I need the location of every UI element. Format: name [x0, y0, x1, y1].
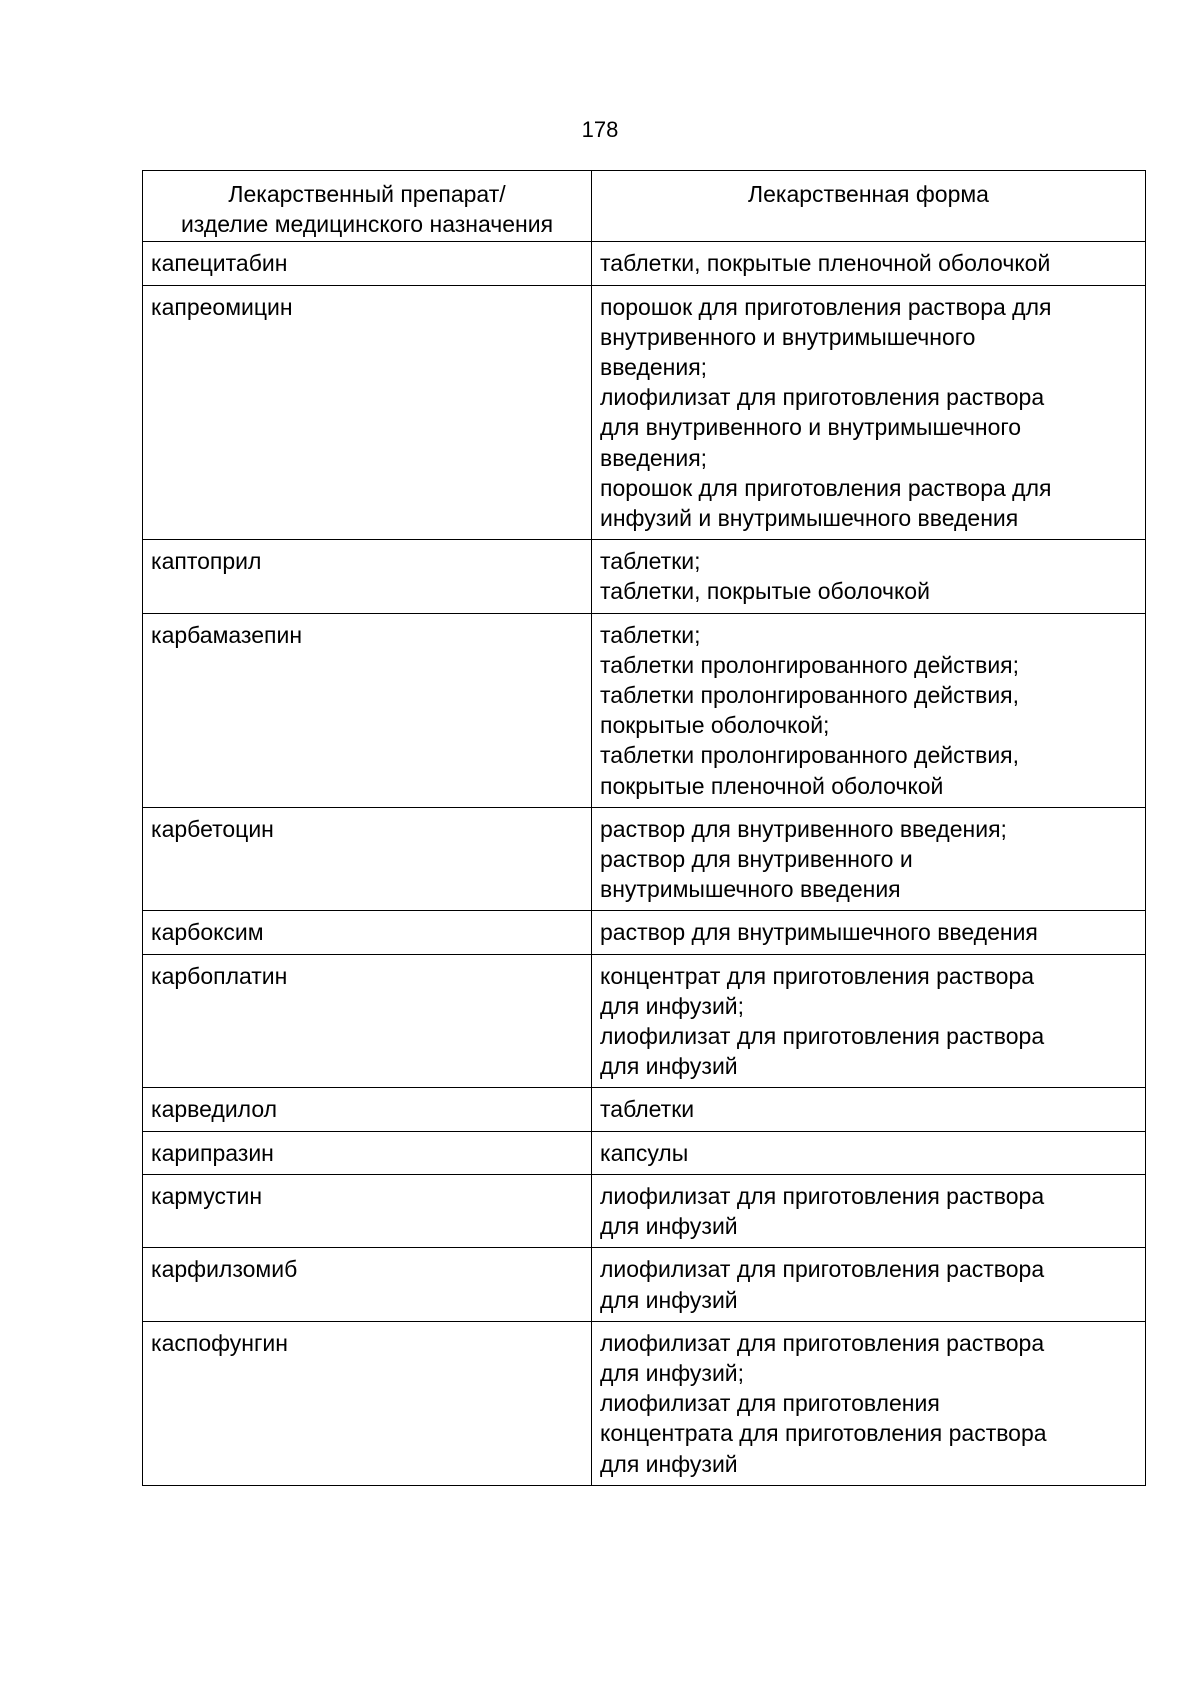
drug-name-cell [143, 1174, 592, 1247]
drug-name-cell [143, 613, 592, 807]
dosage-form-line: лиофилизат для приготовления раствора [600, 384, 1045, 411]
dosage-form-line: таблетки пролонгированного действия, [600, 682, 1020, 709]
table-row [143, 807, 1146, 911]
dosage-form-line: лиофилизат для приготовления раствора [600, 1256, 1045, 1283]
dosage-form-line: для внутривенного и внутримышечного [600, 414, 1022, 441]
drug-name: каптоприл [151, 548, 262, 575]
dosage-form-line: внутримышечного введения [600, 876, 901, 903]
table-row [143, 911, 1146, 954]
dosage-form-line: раствор для внутривенного введения; [600, 815, 1007, 842]
dosage-form-line: таблетки пролонгированного действия, [600, 742, 1020, 769]
dosage-form-cell [592, 911, 1146, 954]
dosage-form-line: для инфузий [600, 1053, 738, 1080]
dosage-form-line: введения; [600, 444, 708, 471]
drug-name-cell [143, 954, 592, 1088]
dosage-form-line: покрытые пленочной оболочкой [600, 772, 944, 799]
dosage-form-line: лиофилизат для приготовления [600, 1390, 940, 1417]
drug-name: каспофунгин [151, 1329, 288, 1356]
dosage-form-line: порошок для приготовления раствора для [600, 293, 1052, 320]
dosage-form-cell [592, 1131, 1146, 1174]
dosage-form-line: капсулы [600, 1139, 689, 1166]
dosage-form-cell [592, 1174, 1146, 1247]
dosage-form-cell [592, 1248, 1146, 1321]
dosage-form-line: таблетки; [600, 621, 701, 648]
table-row [143, 613, 1146, 807]
dosage-form-line: инфузий и внутримышечного введения [600, 505, 1019, 532]
drug-name: карбамазепин [151, 621, 303, 648]
dosage-form-line: введения; [600, 354, 708, 381]
header-form [592, 171, 1146, 242]
drug-name-cell [143, 1321, 592, 1485]
drug-name-cell [143, 242, 592, 285]
table-row [143, 285, 1146, 540]
dosage-form-line: концентрата для приготовления раствора [600, 1420, 1047, 1447]
dosage-form-line: порошок для приготовления раствора для [600, 474, 1052, 501]
table-row [143, 1088, 1146, 1131]
drug-name: капецитабин [151, 250, 288, 277]
dosage-form-line: для инфузий; [600, 992, 745, 1019]
drug-name-cell [143, 540, 592, 613]
table-row [143, 1321, 1146, 1485]
drug-name: капреомицин [151, 293, 293, 320]
drug-name: карфилзомиб [151, 1256, 298, 1283]
drug-name: карбоксим [151, 919, 264, 946]
drug-name: карбетоцин [151, 815, 274, 842]
dosage-form-line: таблетки пролонгированного действия; [600, 651, 1020, 678]
table-row [143, 1131, 1146, 1174]
dosage-form-line: раствор для внутримышечного введения [600, 919, 1038, 946]
dosage-form-cell [592, 613, 1146, 807]
dosage-form-cell [592, 242, 1146, 285]
dosage-form-line: таблетки, покрытые пленочной оболочкой [600, 250, 1051, 277]
dosage-form-cell [592, 954, 1146, 1088]
table-row [143, 1248, 1146, 1321]
drug-table [142, 170, 1146, 1486]
drug-name-cell [143, 1131, 592, 1174]
dosage-form-line: лиофилизат для приготовления раствора [600, 1329, 1045, 1356]
dosage-form-line: для инфузий; [600, 1359, 745, 1386]
table-row [143, 1174, 1146, 1247]
table-row [143, 954, 1146, 1088]
dosage-form-cell [592, 1321, 1146, 1485]
drug-name: карбоплатин [151, 962, 288, 989]
dosage-form-line: таблетки [600, 1096, 695, 1123]
header-drug [143, 171, 592, 242]
dosage-form-line: внутривенного и внутримышечного [600, 323, 976, 350]
dosage-form-line: покрытые оболочкой; [600, 712, 830, 739]
dosage-form-line: для инфузий [600, 1213, 738, 1240]
dosage-form-cell [592, 285, 1146, 540]
dosage-form-line: концентрат для приготовления раствора [600, 962, 1035, 989]
table-header-row [143, 171, 1146, 242]
table-row [143, 540, 1146, 613]
dosage-form-line: таблетки; [600, 548, 701, 575]
dosage-form-line: лиофилизат для приготовления раствора [600, 1023, 1045, 1050]
dosage-form-cell [592, 807, 1146, 911]
dosage-form-cell [592, 540, 1146, 613]
drug-name-cell [143, 285, 592, 540]
page-number: 178 [581, 117, 619, 142]
drug-name: карипразин [151, 1139, 274, 1166]
dosage-form-line: лиофилизат для приготовления раствора [600, 1182, 1045, 1209]
dosage-form-cell [592, 1088, 1146, 1131]
dosage-form-line: раствор для внутривенного и [600, 846, 913, 873]
drug-name-cell [143, 1248, 592, 1321]
header-drug-line: Лекарственный препарат/ [228, 181, 506, 207]
drug-name-cell [143, 807, 592, 911]
drug-name-cell [143, 1088, 592, 1131]
table-row [143, 242, 1146, 285]
dosage-form-line: для инфузий [600, 1450, 738, 1477]
drug-name: карведилол [151, 1096, 278, 1123]
table-body [143, 242, 1146, 1485]
header-drug-line: изделие медицинского назначения [180, 211, 554, 238]
drug-name-cell [143, 911, 592, 954]
dosage-form-line: таблетки, покрытые оболочкой [600, 578, 930, 605]
drug-name: кармустин [151, 1182, 263, 1209]
dosage-form-line: для инфузий [600, 1286, 738, 1313]
header-form-label: Лекарственная форма [748, 181, 989, 207]
